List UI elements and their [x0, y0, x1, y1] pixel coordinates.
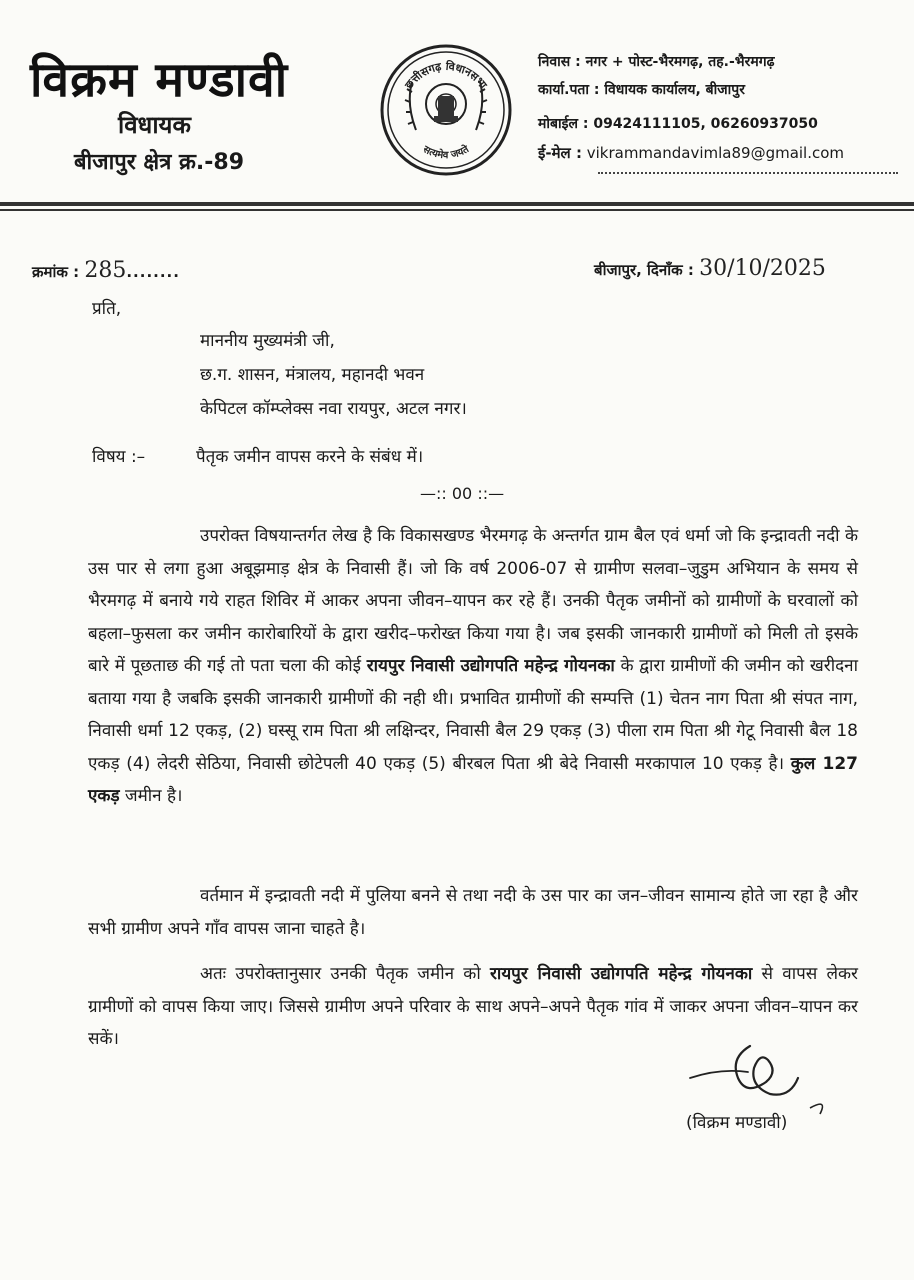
industrialist-name: रायपुर निवासी उद्योगपति महेन्द्र गोयनका	[489, 964, 753, 984]
header-dotted-line	[598, 172, 898, 174]
addressee-line-3: केपिटल कॉम्प्लेक्स नवा रायपुर, अटल नगर।	[200, 399, 467, 419]
addressee-line-2: छ.ग. शासन, मंत्रालय, महानदी भवन	[200, 365, 425, 385]
email-line	[538, 143, 844, 163]
salutation: प्रति,	[92, 299, 122, 319]
mla-name: विक्रम मण्डावी	[30, 52, 289, 108]
reference-value: 285	[84, 258, 127, 283]
date-label: बीजापुर, दिनाँक :	[594, 261, 694, 279]
email-label: ई-मेल :	[538, 144, 582, 162]
header-divider	[0, 202, 914, 206]
industrialist-name: रायपुर निवासी उद्योगपति महेन्द्र गोयनका	[366, 656, 615, 676]
header-divider-thin	[0, 209, 914, 211]
date-value: 30/10/2025	[699, 256, 826, 281]
vidhan-sabha-seal	[378, 42, 514, 178]
svg-text:छत्तीसगढ़ विधानसभा: छत्तीसगढ़ विधानसभा	[402, 59, 490, 92]
svg-text:सत्यमेव जयते: सत्यमेव जयते	[421, 144, 471, 162]
designation: विधायक	[118, 111, 191, 139]
date-line	[594, 256, 826, 281]
reference-dots: ........	[126, 263, 180, 281]
body-paragraph-3: अतः उपरोक्तानुसार उनकी पैतृक जमीन को रायपुर निवासी उद्योगपति महेन्द्र गोयनका से वापस लेकर ग्रामीणों को वापस किया जाए। जिससे ग्रामीण अपने परिवार के साथ अपने–अपने पैतृक गांव में जाकर अपना जीवन–यापन कर सकें।	[88, 964, 858, 1049]
handwritten-signature	[670, 1038, 850, 1118]
constituency: बीजापुर क्षेत्र क्र.-89	[74, 150, 245, 175]
office-address: कार्या.पता : विधायक कार्यालय, बीजापुर	[538, 82, 745, 98]
email-address[interactable]: vikrammandavimla89@gmail.com	[586, 144, 845, 162]
subject-text: पैतृक जमीन वापस करने के संबंध में।	[196, 447, 424, 467]
reference-label: क्रमांक :	[32, 263, 80, 281]
body-paragraph-2: वर्तमान में इन्द्रावती नदी में पुलिया बनने से तथा नदी के उस पार का जन–जीवन सामान्य होते जा रहा है और सभी ग्रामीण अपने गाँव वापस जाना चाहते है।	[88, 886, 858, 939]
section-separator: —:: 00 ::—	[420, 484, 505, 503]
mobile-numbers: मोबाईल : 09424111105, 06260937050	[538, 116, 818, 132]
total-land: कुल 127 एकड़	[88, 753, 858, 806]
residence-address: निवास : नगर + पोस्ट-भैरमगढ़, तह.-भैरमगढ़	[538, 54, 775, 70]
addressee-line-1: माननीय मुख्यमंत्री जी,	[200, 331, 335, 351]
subject-label: विषय :–	[92, 447, 146, 467]
ashoka-emblem-icon	[426, 84, 466, 124]
body-paragraph-1: उपरोक्त विषयान्तर्गत लेख है कि विकासखण्ड भैरमगढ़ के अन्तर्गत ग्राम बैल एवं धर्मा जो कि इन्द्रावती नदी के उस पार से लगा हुआ अबूझमाड़ क्षेत्र के निवासी हैं। जो कि वर्ष 2006-07 से ग्रामीण सलवा–जुडुम अभियान के समय से भैरमगढ़ में बनाये गये राहत शिविर में आकर अपना जीवन–यापन कर रहे हैं। उनकी पैतृक जमीनों को ग्रामीणों के घरवालों को बहला–फुसला कर जमीन कारोबारियों के द्वारा खरीद–फरोख्त किया गया है। जब इसकी जानकारी ग्रामीणों को मिली तो इसके बारे में पूछताछ की गई तो पता चला की कोई रायपुर निवासी उद्योगपति महेन्द्र गोयनका के द्वारा ग्रामीणों की जमीन को खरीदना बताया गया है जबकि इसकी जानकारी ग्रामीणों की नही थी। प्रभावित ग्रामीणों की सम्पत्ति (1) चेतन नाग पिता श्री संपत नाग, निवासी धर्मा 12 एकड़, (2) घस्सू राम पिता श्री लक्षिन्दर, निवासी बैल 29 एकड़ (3) पीला राम पिता श्री गेटू निवासी बैल 18 एकड़ (4) लेदरी सेठिया, निवासी छोटेपली 40 एकड़ (5) बीरबल पिता श्री बेदे निवासी मरकापाल 10 एकड़ है। कुल 127 एकड़ जमीन है।	[88, 526, 858, 806]
signatory-name: (विक्रम मण्डावी)	[686, 1113, 788, 1133]
reference-number	[32, 258, 180, 283]
